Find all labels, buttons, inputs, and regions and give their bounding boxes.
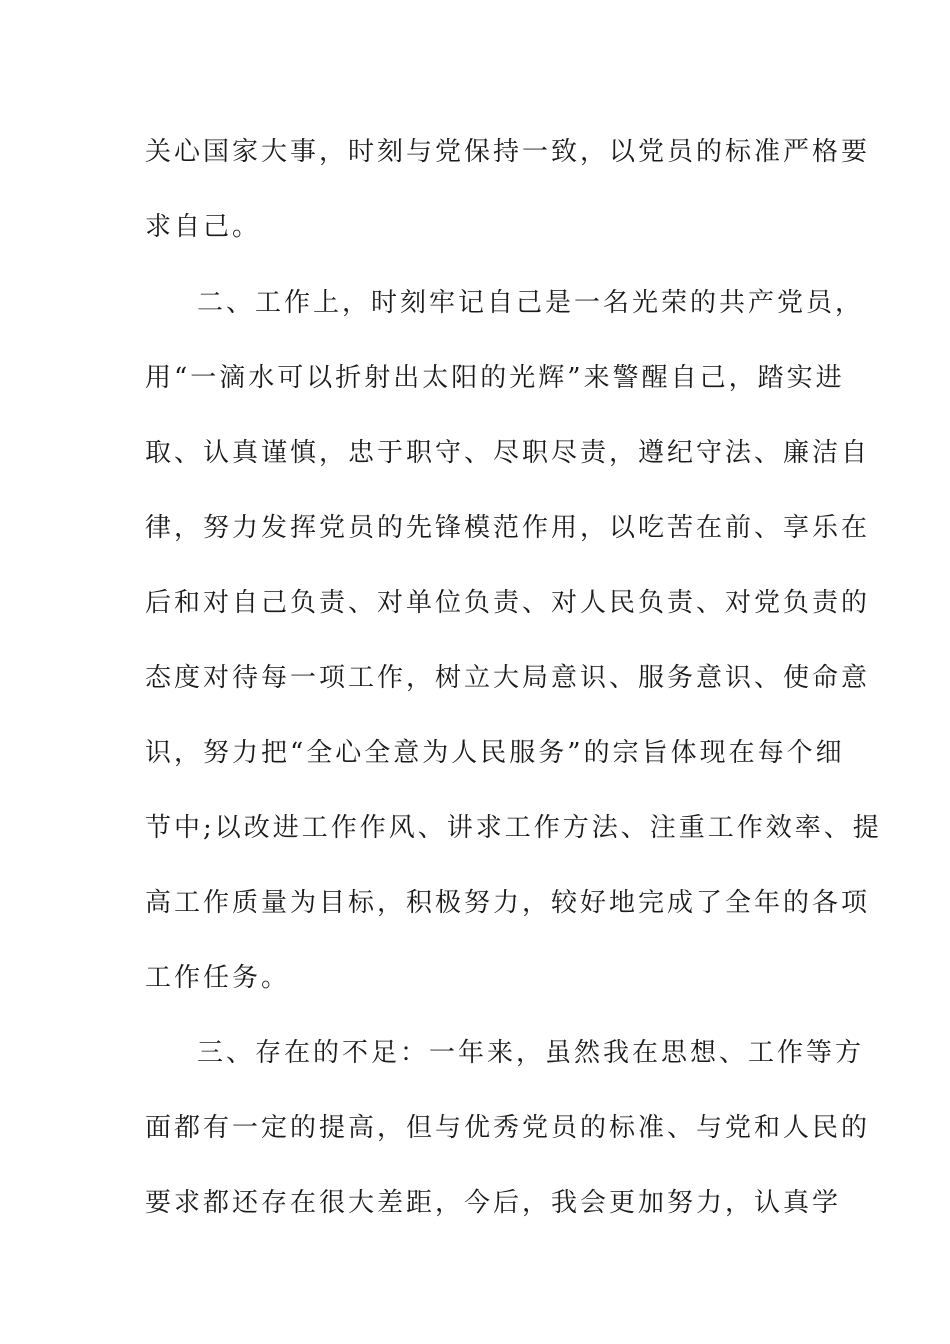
text-line: 用“一滴水可以折射出太阳的光辉”来警醒自己，踏实进: [145, 363, 845, 393]
text-line: 律，努力发挥党员的先锋模范作用，以吃苦在前、享乐在: [145, 513, 871, 543]
text-line: 节中;以改进工作作风、讲求工作方法、注重工作效率、提: [145, 813, 882, 843]
text-line: 高工作质量为目标，积极努力，较好地完成了全年的各项: [145, 888, 871, 918]
text-line: 工作任务。: [145, 963, 291, 993]
text-line: 关心国家大事，时刻与党保持一致，以党员的标准严格要: [145, 137, 871, 167]
paragraph-start-line: 二、工作上，时刻牢记自己是一名光荣的共产党员，: [197, 288, 865, 318]
text-line: 要求都还存在很大差距，今后，我会更加努力，认真学: [145, 1188, 842, 1218]
text-line: 识，努力把“全心全意为人民服务”的宗旨体现在每个细: [145, 738, 845, 768]
paragraph-start-line: 三、存在的不足：一年来，虽然我在思想、工作等方: [197, 1038, 865, 1068]
text-line: 取、认真谨慎，忠于职守、尽职尽责，遵纪守法、廉洁自: [145, 438, 871, 468]
text-line: 后和对自己负责、对单位负责、对人民负责、对党负责的: [145, 588, 871, 618]
text-line: 求自己。: [145, 212, 262, 242]
text-line: 面都有一定的提高，但与优秀党员的标准、与党和人民的: [145, 1113, 871, 1143]
text-line: 态度对待每一项工作，树立大局意识、服务意识、使命意: [145, 663, 871, 693]
